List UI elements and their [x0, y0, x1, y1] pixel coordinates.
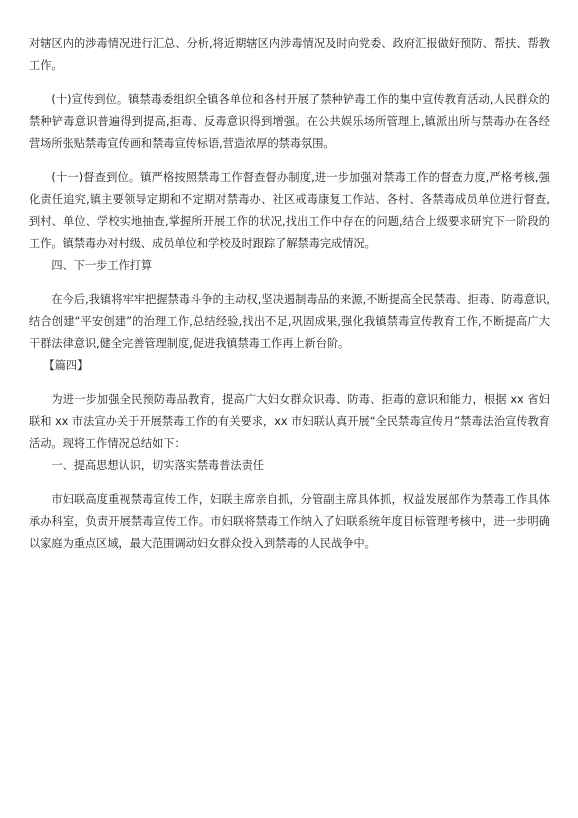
section-heading-next-steps: 四、下一步工作打算 — [51, 259, 153, 272]
paragraph-intro: 为进一步加强全民预防毒品教育，提高广大妇女群众识毒、防毒、拒毒的意识和能力，根据 xx 省妇联和 xx 市法宣办关于开展禁毒工作的有关要求，xx 市妇联认真开展“全民禁毒宣传月”禁毒法治宣传教育活动。现将工作情况总结如下： — [29, 393, 550, 450]
section-label-part-four: 【篇四】 — [43, 359, 89, 372]
paragraph-future-plan: 在今后,我镇将牢牢把握禁毒斗争的主动权,坚决遏制毒品的来源,不断提高全民禁毒、拒毒、防毒意识,结合创建“平安创建”的治理工作,总结经验,找出不足,巩固成果,强化我镇禁毒宣传教育工作,不断提高广大干群法律意识,健全完善管理制度,促进我镇禁毒工作再上新台阶。 — [29, 293, 550, 350]
paragraph-womens-federation: 市妇联高度重视禁毒宣传工作，妇联主席亲自抓，分管副主席具体抓，权益发展部作为禁毒工作具体承办科室，负责开展禁毒宣传工作。市妇联将禁毒工作纳入了妇联系统年度目标管理考核中，进一步明确以家庭为重点区域，最大范围调动妇女群众投入到禁毒的人民战争中。 — [29, 493, 550, 550]
section-heading-awareness: 一、提高思想认识，切实落实禁毒普法责任 — [51, 459, 264, 472]
paragraph-continuation: 对辖区内的涉毒情况进行汇总、分析,将近期辖区内涉毒情况及时向党委、政府汇报做好预防、帮扶、帮教工作。 — [29, 37, 550, 72]
paragraph-supervision: (十一)督查到位。镇严格按照禁毒工作督查督办制度,进一步加强对禁毒工作的督查力度,严格考核,强化责任追究,镇主要领导定期和不定期对禁毒办、社区戒毒康复工作站、各村、各禁毒成员单位进行督查,到村、单位、学校实地抽查,掌握所开展工作的状况,找出工作中存在的问题,结合上级要求研究下一阶段的工作。镇禁毒办对村级、成员单位和学校及时跟踪了解禁毒完成情况。 — [29, 171, 550, 250]
paragraph-publicity: (十)宣传到位。镇禁毒委组织全镇各单位和各村开展了禁种铲毒工作的集中宣传教育活动,人民群众的禁种铲毒意识普遍得到提高,拒毒、反毒意识得到增强。在公共娱乐场所管理上,镇派出所与禁毒办在各经营场所张贴禁毒宣传画和禁毒宣传标语,营造浓厚的禁毒氛围。 — [29, 93, 550, 150]
